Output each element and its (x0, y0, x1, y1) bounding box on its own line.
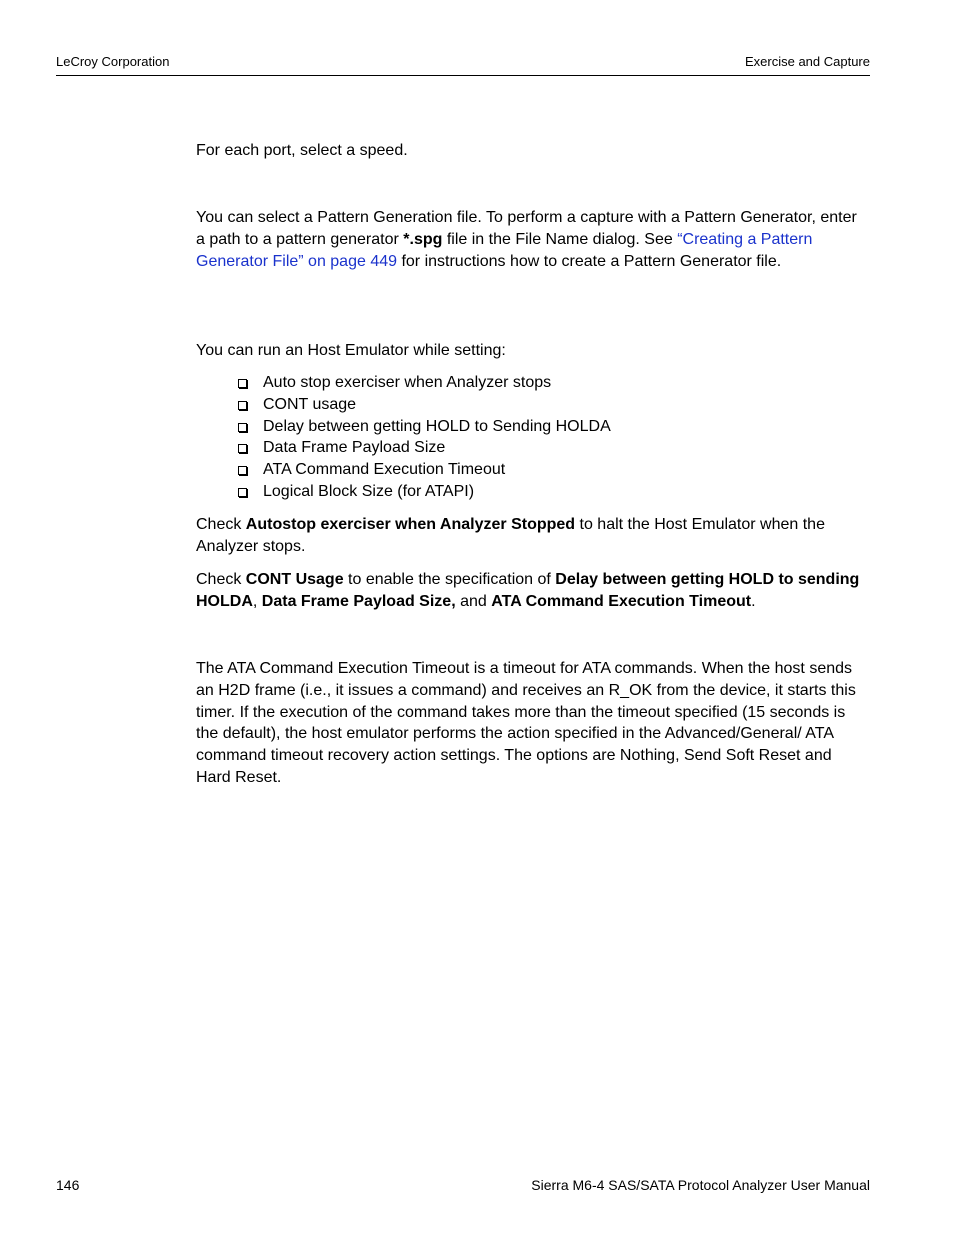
option-list (236, 372, 611, 503)
timeout-term: ATA Command Execution Timeout (491, 592, 752, 610)
paragraph-pattern-generator (196, 207, 870, 272)
paragraph-ata-timeout (196, 658, 870, 789)
checkbox-bullet-icon (238, 444, 247, 453)
checkbox-bullet-icon (238, 488, 247, 497)
cont-usage-term: CONT Usage (245, 571, 344, 588)
pg-text-c: file in the File Name dialog. See (442, 230, 678, 248)
list-item: ATA Command Execution Timeout (236, 459, 611, 481)
pg-spg: *.spg (403, 230, 443, 248)
page-number: 146 (56, 1177, 80, 1193)
header-section: Exercise and Capture (744, 54, 870, 69)
payload-term: Data Frame Payload Size, (261, 592, 456, 610)
header-company: LeCroy Corporation (56, 54, 170, 69)
paragraph-autostop: Check Autostop exerciser when Analyzer Stopped to halt the Host Emulator when the Analyzer stops. (196, 516, 825, 555)
page-header (56, 53, 870, 76)
manual-title: Sierra M6-4 SAS/SATA Protocol Analyzer User Manual (531, 1177, 870, 1193)
paragraph-speed (196, 140, 870, 162)
checkbox-bullet-icon (238, 401, 247, 410)
list-item: Delay between getting HOLD to Sending HOLDA (236, 416, 611, 438)
ata-timeout-text: The ATA Command Execution Timeout is a timeout for ATA commands. When the host sends an H2D frame (i.e., it issues a command) and receives an R_OK from the device, it starts this timer. If the execution of the command takes more than the timeout specified (15 seconds is the default), the host emulator performs the action specified in the Advanced/General/ ATA command timeout recovery action settings. The options are Nothing, Send Soft Reset and Hard Reset. (196, 660, 856, 786)
checkbox-bullet-icon (238, 379, 247, 388)
checkbox-bullet-icon (238, 466, 247, 475)
pg-text-d: for instructions how to create a Pattern Generator file. (397, 252, 782, 270)
speed-text: For each port, select a speed. (196, 142, 408, 159)
autostop-term: Autostop exerciser when Analyzer Stopped (245, 516, 576, 533)
pg-link[interactable]: “Creating a Pattern Generator File” on page 449 (196, 230, 813, 270)
list-item: Data Frame Payload Size (236, 437, 611, 459)
delay-term: Delay between getting HOLD to sending HOLDA (196, 571, 860, 610)
list-item: Logical Block Size (for ATAPI) (236, 481, 611, 503)
paragraph-host-emulator (196, 340, 870, 362)
list-item: Auto stop exerciser when Analyzer stops (236, 372, 611, 394)
paragraph-cont-usage: Check CONT Usage to enable the specification of Delay between getting HOLD to sending HOLDA, Data Frame Payload Size, and ATA Command Execution Timeout. (196, 571, 860, 610)
pg-text-a: You can select a Pattern Generation file. To perform a capture with a Pattern Generator, enter a path to a pattern generator (196, 209, 857, 248)
host-emulator-text: You can run an Host Emulator while setting: (196, 342, 506, 359)
list-item: CONT usage (236, 394, 611, 416)
checkbox-bullet-icon (238, 423, 247, 432)
